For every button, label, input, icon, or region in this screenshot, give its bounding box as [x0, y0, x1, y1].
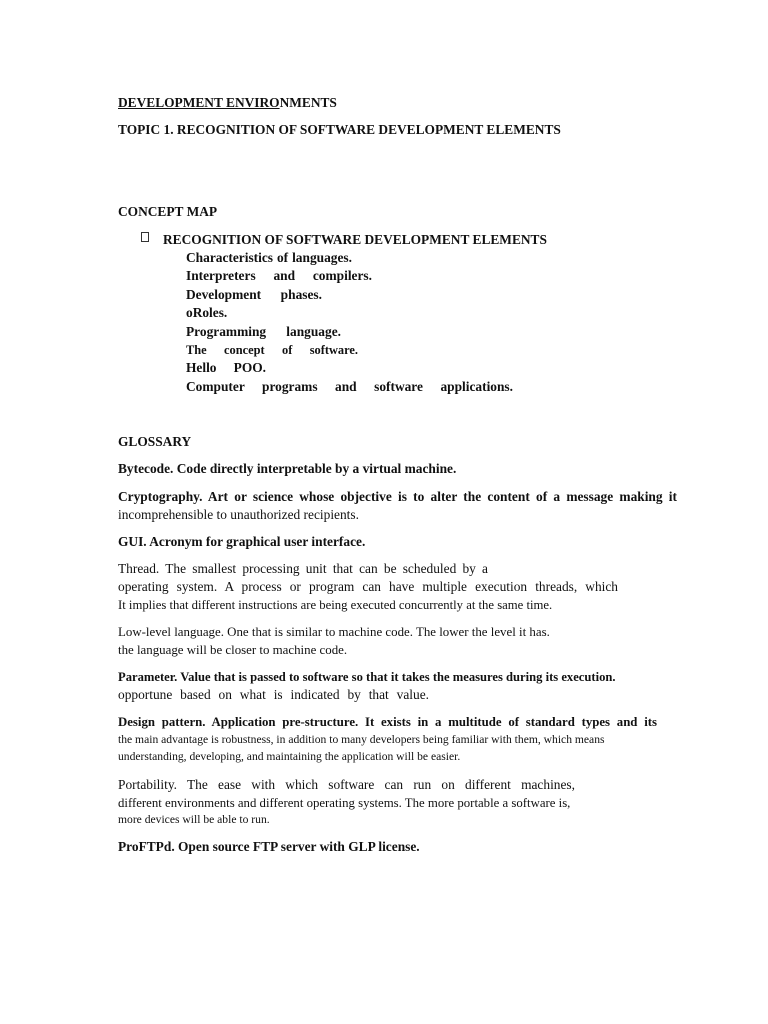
concept-map-main-item: RECOGNITION OF SOFTWARE DEVELOPMENT ELEMENTS — [163, 232, 547, 247]
document-title-underlined: DEVELOPMENT ENVIRO — [118, 95, 280, 110]
glossary-entry-design-pattern: Design pattern. Application pre-structure. It exists in a multitude of standard types and its — [118, 715, 657, 729]
glossary-entry-parameter-cont: opportune based on what is indicated by that value. — [118, 687, 429, 702]
concept-map-item: Development phases. — [186, 287, 322, 302]
glossary-entry-bytecode: Bytecode. Code directly interpretable by a virtual machine. — [118, 461, 457, 476]
glossary-heading: GLOSSARY — [118, 434, 192, 449]
document-title-rest: NMENTS — [279, 95, 337, 110]
bullet-icon — [141, 232, 149, 242]
glossary-entry-cryptography: Cryptography. Art or science whose objective is to alter the content of a message making it — [118, 489, 677, 504]
glossary-entry-low-level-language-cont: the language will be closer to machine code. — [118, 643, 348, 657]
glossary-entry-design-pattern-cont: the main advantage is robustness, in addition to many developers being familiar with them, which means — [118, 733, 605, 746]
topic-heading: TOPIC 1. RECOGNITION OF SOFTWARE DEVELOPMENT ELEMENTS — [118, 122, 561, 137]
glossary-entry-proftpd: ProFTPd. Open source FTP server with GLP license. — [118, 839, 420, 854]
glossary-entry-thread-cont: It implies that different instructions are being executed concurrently at the same time. — [118, 598, 553, 612]
glossary-entry-portability-cont: different environments and different operating systems. The more portable a software is, — [118, 796, 571, 810]
concept-map-item: oRoles. — [186, 305, 228, 320]
glossary-entry-gui: GUI. Acronym for graphical user interface. — [118, 534, 366, 549]
concept-map-item: Hello POO. — [186, 360, 266, 375]
concept-map-item: Computer programs and software applications. — [186, 379, 513, 394]
concept-map-heading: CONCEPT MAP — [118, 204, 218, 219]
glossary-entry-parameter: Parameter. Value that is passed to software so that it takes the measures during its execution. — [118, 670, 616, 684]
glossary-entry-portability: Portability. The ease with which software can run on different machines, — [118, 777, 575, 792]
concept-map-item: The concept of software. — [186, 343, 358, 357]
glossary-entry-design-pattern-cont: understanding, developing, and maintaining the application will be easier. — [118, 750, 461, 763]
concept-map-item: Interpreters and compilers. — [186, 268, 372, 283]
document-title — [118, 95, 337, 111]
glossary-entry-cryptography-cont: incomprehensible to unauthorized recipients. — [118, 507, 359, 522]
glossary-entry-thread-cont: operating system. A process or program can have multiple execution threads, which — [118, 579, 618, 594]
glossary-entry-portability-cont: more devices will be able to run. — [118, 813, 270, 826]
glossary-entry-low-level-language: Low-level language. One that is similar to machine code. The lower the level it has. — [118, 625, 550, 639]
concept-map-item: Characteristics of languages. — [186, 250, 352, 265]
glossary-entry-thread: Thread. The smallest processing unit that can be scheduled by a — [118, 561, 488, 576]
concept-map-item: Programming language. — [186, 324, 341, 339]
